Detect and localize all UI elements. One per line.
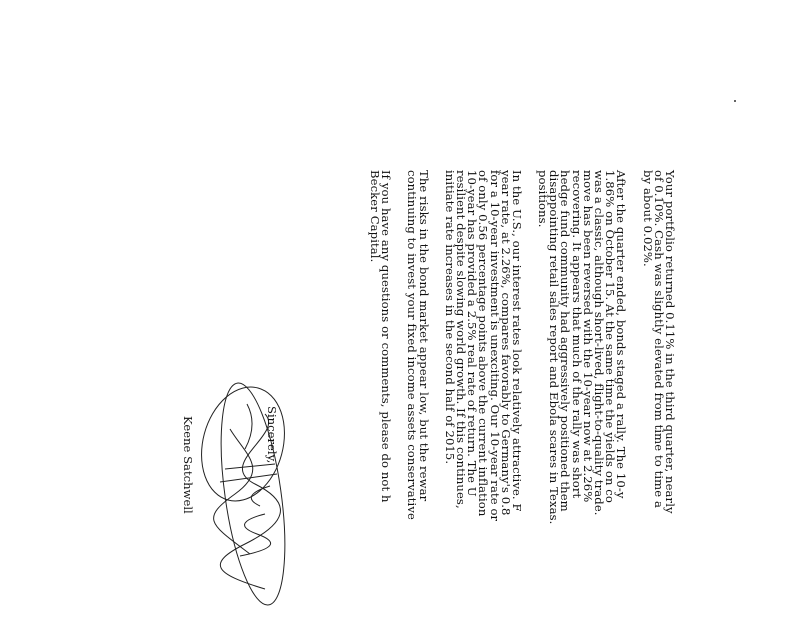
text-line: positions. [536,170,551,228]
paragraph-risks [405,170,431,620]
handwritten-signature [185,374,305,604]
signer-name: Keene Satchwell [180,416,195,514]
text-line: Becker Capital. [368,170,383,263]
text-line: move has been reversed with the 10-year now at 2.26% [580,170,595,503]
text-line: was a classic, although short-lived, flight-to-quality trade. [592,170,607,516]
text-line: of 0.10%. Cash was slightly elevated from time to time a [651,170,666,509]
text-line: initiate rate increases in the second half of 2015. [442,170,457,465]
text-line: hedge fund community had aggressively positioned them [558,170,573,512]
text-line: continuing to invest your fixed income assets conservative [405,170,420,520]
text-line: by about 0.02%. [640,170,655,267]
paragraph-bond-rally [537,170,627,620]
text-line: recovering. It appears that much of the rally was short [569,170,584,499]
text-line: year rate, at 2.26%, compares favorably to Germany's 0.8 [498,170,513,516]
text-line: for a 10-year investment is unexciting. Our 10-year rate or [487,170,502,522]
text-line: 1.86% on October 15. At the same time the yields on co [603,170,618,503]
text-line: After the quarter ended, bonds staged a rally. The 10-y [614,170,629,499]
paragraph-interest-rates [444,170,522,620]
text-line: 10-year has provided a 2.5% real rate of return. The U [465,170,480,497]
text-line: of only 0.56 percentage points above the current inflation [476,170,491,517]
text-line: resilient despite slowing world growth. If this continues, [454,170,468,509]
text-line: If you have any questions or comments, please do not h [379,170,394,503]
closing-salutation: Sincerely, [264,406,279,464]
signature-block [159,404,279,624]
text-line: disappointing retail sales report and Ebola scares in Texas. [547,170,562,525]
text-line: In the U.S., our interest rates look relatively attractive. F [509,170,524,512]
paragraph-contact [368,170,394,620]
text-line: The risks in the bond market appear low, but the rewar [416,170,431,502]
paragraph-portfolio-return [641,170,675,620]
text-line: Your portfolio returned 0.11% in the third quarter, nearly [663,170,677,514]
scan-speck [734,100,736,102]
rotated-letter [159,170,675,620]
